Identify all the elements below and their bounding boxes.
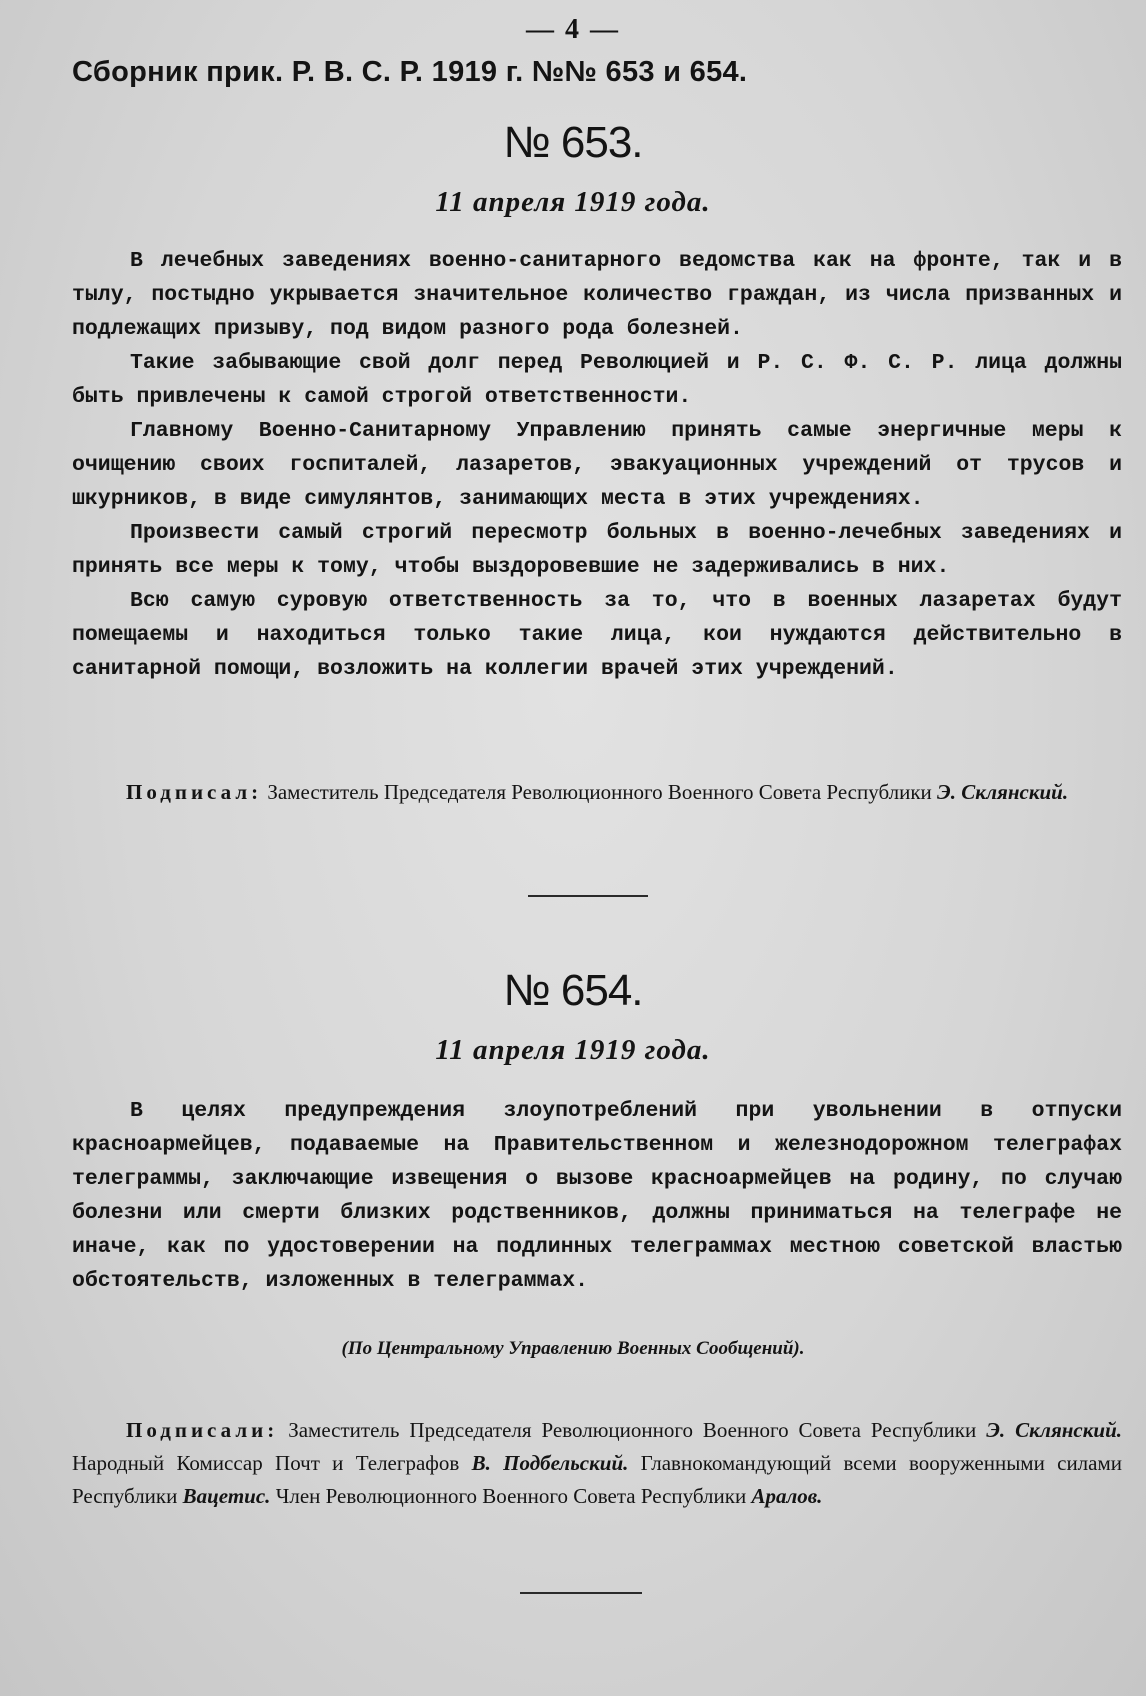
- signature-text: Главнокомандующий всеми вооруженными силами Республики: [72, 1451, 1123, 1508]
- page-number: — 4 —: [526, 14, 620, 45]
- signature-label: Подписал:: [126, 780, 263, 804]
- signature-text: Народный Комиссар Почт и Телеграфов: [72, 1451, 460, 1475]
- order-653-paragraph-3: Главному Военно-Санитарному Управлению принять самые энергичные меры к очищению своих госпиталей, лазаретов, эвакуационных учреждений от трусов и шкурников, в виде симулянтов, занимающих места в этих учреждениях.: [72, 419, 1122, 511]
- signature-label: Подписали:: [126, 1418, 279, 1442]
- signature-text: Член Революционного Военного Совета Республики: [275, 1484, 747, 1508]
- section-divider: [528, 895, 648, 897]
- order-number-653: № 653.: [503, 118, 643, 167]
- order-653-paragraph-4: Произвести самый строгий пересмотр больных в военно-лечебных заведениях и принять все меры к тому, чтобы выздоровевшие не задерживались в них.: [72, 521, 1122, 579]
- order-653-signature: [72, 776, 1122, 809]
- order-654-signature: [72, 1414, 1122, 1513]
- order-653-paragraph-1: В лечебных заведениях военно-санитарного ведомства как на фронте, так и в тылу, постыдно укрывается значительное количество граждан, из числа призванных и подлежащих призыву, под видом разного рода болезней.: [72, 249, 1122, 341]
- signature-text: Заместитель Председателя Революционного Военного Совета Республики: [288, 1418, 977, 1442]
- signature-text: Заместитель Председателя Революционного Военного Совета Республики: [267, 780, 932, 804]
- signatory-name: Э. Склянский.: [986, 1418, 1123, 1442]
- signatory-name: Вацетис.: [182, 1484, 271, 1508]
- order-654-paragraph-1: В целях предупреждения злоупотреблений при увольнении в отпуски красноармейцев, подаваемые на Правительственном и железнодорожном телеграфах телеграммы, заключающие извещения о вызове красноармейцев на родину, по случаю болезни или смерти близких родственников, должны приниматься на телеграфе не иначе, как по удостоверении на подлинных телеграммах местною советской властью обстоятельств, изложенных в телеграммах.: [72, 1099, 1122, 1293]
- signatory-name: Аралов.: [751, 1484, 823, 1508]
- order-number-654: № 654.: [503, 966, 643, 1015]
- end-divider: [520, 1592, 642, 1594]
- order-654-source: (По Центральному Управлению Военных Сообщений).: [341, 1338, 805, 1359]
- order-653-paragraph-5: Всю самую суровую ответственность за то, что в военных лазаретах будут помещаемы и находиться только такие лица, кои нуждаются действительно в санитарной помощи, возложить на коллегии врачей этих учреждений.: [72, 589, 1122, 681]
- order-date-654: 11 апреля 1919 года.: [435, 1034, 711, 1066]
- order-653-body: [72, 244, 1122, 686]
- signatory-name: В. Подбельский.: [471, 1451, 629, 1475]
- order-653-paragraph-2: Такие забывающие свой долг перед Революцией и Р. С. Ф. С. Р. лица должны быть привлечены к самой строгой ответственности.: [72, 351, 1122, 409]
- order-date-653: 11 апреля 1919 года.: [435, 186, 711, 218]
- signatory-name: Э. Склянский.: [937, 780, 1069, 804]
- running-head: Сборник прик. Р. В. С. Р. 1919 г. №№ 653 и 654.: [72, 56, 748, 88]
- order-654-body: [72, 1094, 1122, 1298]
